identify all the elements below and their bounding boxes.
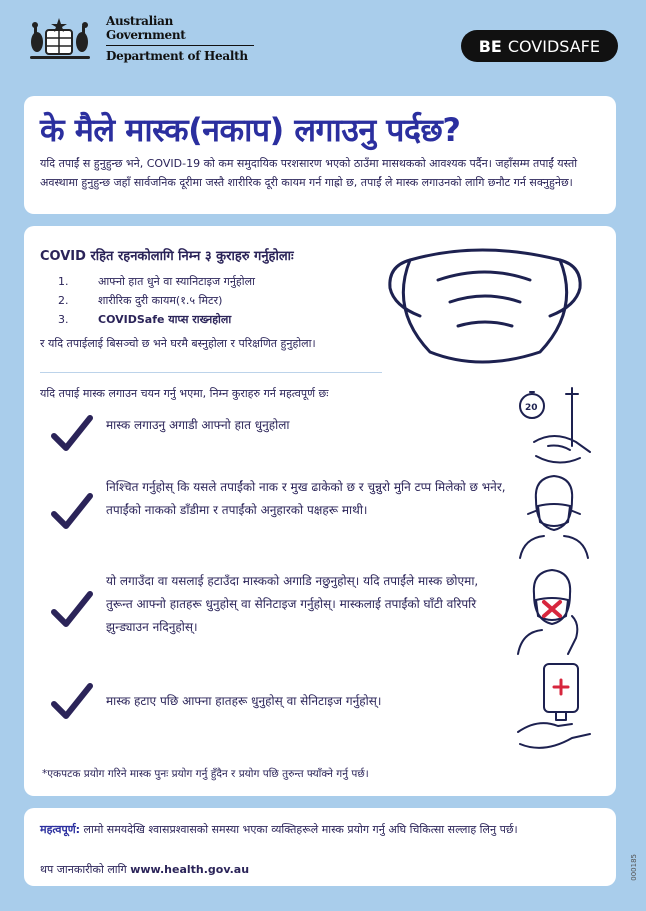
steps-list <box>58 272 255 329</box>
hand-sanitizer-icon <box>514 662 594 752</box>
footnote: *एकपटक प्रयोग गरिने मास्क पुनः प्रयोग गर्नु हुँदैन र प्रयोग पछि तुरुन्त फ्याँक्ने गर्नु पर्छ। <box>42 768 369 780</box>
checkmark-icon <box>50 590 94 630</box>
page-title: के मैले मास्क(नकाप) लगाउनु पर्दछ? <box>40 111 461 149</box>
covidsafe-badge <box>461 30 618 62</box>
checkmark-icon <box>50 492 94 532</box>
instruction-item: मास्क लगाउनु अगाडी आफ्नो हात धुनुहोला <box>106 418 290 432</box>
print-code: 000185 <box>630 854 638 881</box>
do-not-touch-mask-icon <box>514 566 594 656</box>
steps-heading: COVID रहित रहनकोलागि निम्न ३ कुराहरु गर्नुहोलाः <box>40 249 294 264</box>
step-item: 2. शारीरिक दुरी कायम(१.५ मिटर) <box>58 294 223 307</box>
badge-bold-text: BE <box>478 36 502 56</box>
face-mask-icon <box>380 240 590 370</box>
checkmark-icon <box>50 682 94 722</box>
advice-text: र यदि तपाईलाई बिसञ्चो छ भने घरमै बस्नुहोला र परिक्षणित हुनुहोला। <box>40 337 316 350</box>
more-info: थप जानकारीको लागि www.health.gov.au <box>40 863 250 876</box>
main-card <box>24 226 616 796</box>
title-card <box>24 96 616 214</box>
health-website-link[interactable]: www.health.gov.au <box>130 863 250 876</box>
instruction-item: यो लगाउँदा वा यसलाई हटाउँदा मास्कको अगाडि नछुनुहोस्। यदि तपाईंले मास्क छोएमा, तुरून्त आफ्नो हातहरू धुनुहोस् वा सेनिटाइज गर्नुहोस्। मास्कलाई तपाईंको घाँटी वरिपरि झुन्ड्याउन नदिनुहोस्। <box>106 574 479 634</box>
handwash-timer-icon <box>514 386 594 476</box>
divider <box>40 372 382 373</box>
department-name: Department of Health <box>106 49 248 63</box>
instruction-item: मास्क हटाए पछि आफ्ना हातहरू धुनुहोस् वा सेनिटाइज गर्नुहोस्। <box>106 694 382 708</box>
step-item: 3. COVIDSafe याप्स राख्नहोला <box>58 313 232 326</box>
chooser-text: यदि तपाई मास्क लगाउन चयन गर्नु भएमा, निम्न कुराहरु गर्न महत्वपूर्ण छः <box>40 387 329 400</box>
intro-paragraph: यदि तपाईं स हुनुहुन्छ भने, COVID-19 को कम समुदायिक परशसारण भएको ठाउँमा मासथकको आवश्यक पर्दैन। जहाँसम्म तपाईं यस्तो अवस्थामा हुनुहुन्छ जहाँ सार्वजनिक दूरीमा जस्तै शारीरिक दूरी कायम गर्न गाह्रो छ, तपाईं ले मास्क लगाउनको लागि छनौट गर्न सक्नुहुनेछ। <box>40 157 578 189</box>
government-name: Australian Government <box>106 14 254 46</box>
step-item: 1. आफ्नो हात धुने वा स्यानिटाइज गर्नुहोला <box>58 275 255 288</box>
government-logo <box>20 14 254 63</box>
important-label: महत्वपूर्ण: <box>40 823 81 836</box>
coat-of-arms-icon <box>20 16 104 62</box>
important-text: लामो समयदेखि श्वासप्रश्वासको समस्या भएका व्यक्तिहरूले मास्क प्रयोग गर्नु अघि चिकित्सा सल्लाह लिनु पर्छ। <box>80 823 518 836</box>
badge-rest-text: COVIDSAFE <box>507 36 600 56</box>
important-card <box>24 808 616 886</box>
important-note <box>40 820 580 839</box>
checkmark-icon <box>50 414 94 454</box>
instruction-item: निश्चित गर्नुहोस् कि यसले तपाईंको नाक र मुख ढाकेको छ र चुन्नुरो मुनि टप्प मिलेको छ भनेर, तपाईंको नाकको डाँडीमा र तपाईंको अनुहारको पक्षहरू माथी। <box>106 480 506 517</box>
person-wearing-mask-icon <box>514 470 594 560</box>
timer-label: 20 <box>525 403 538 413</box>
